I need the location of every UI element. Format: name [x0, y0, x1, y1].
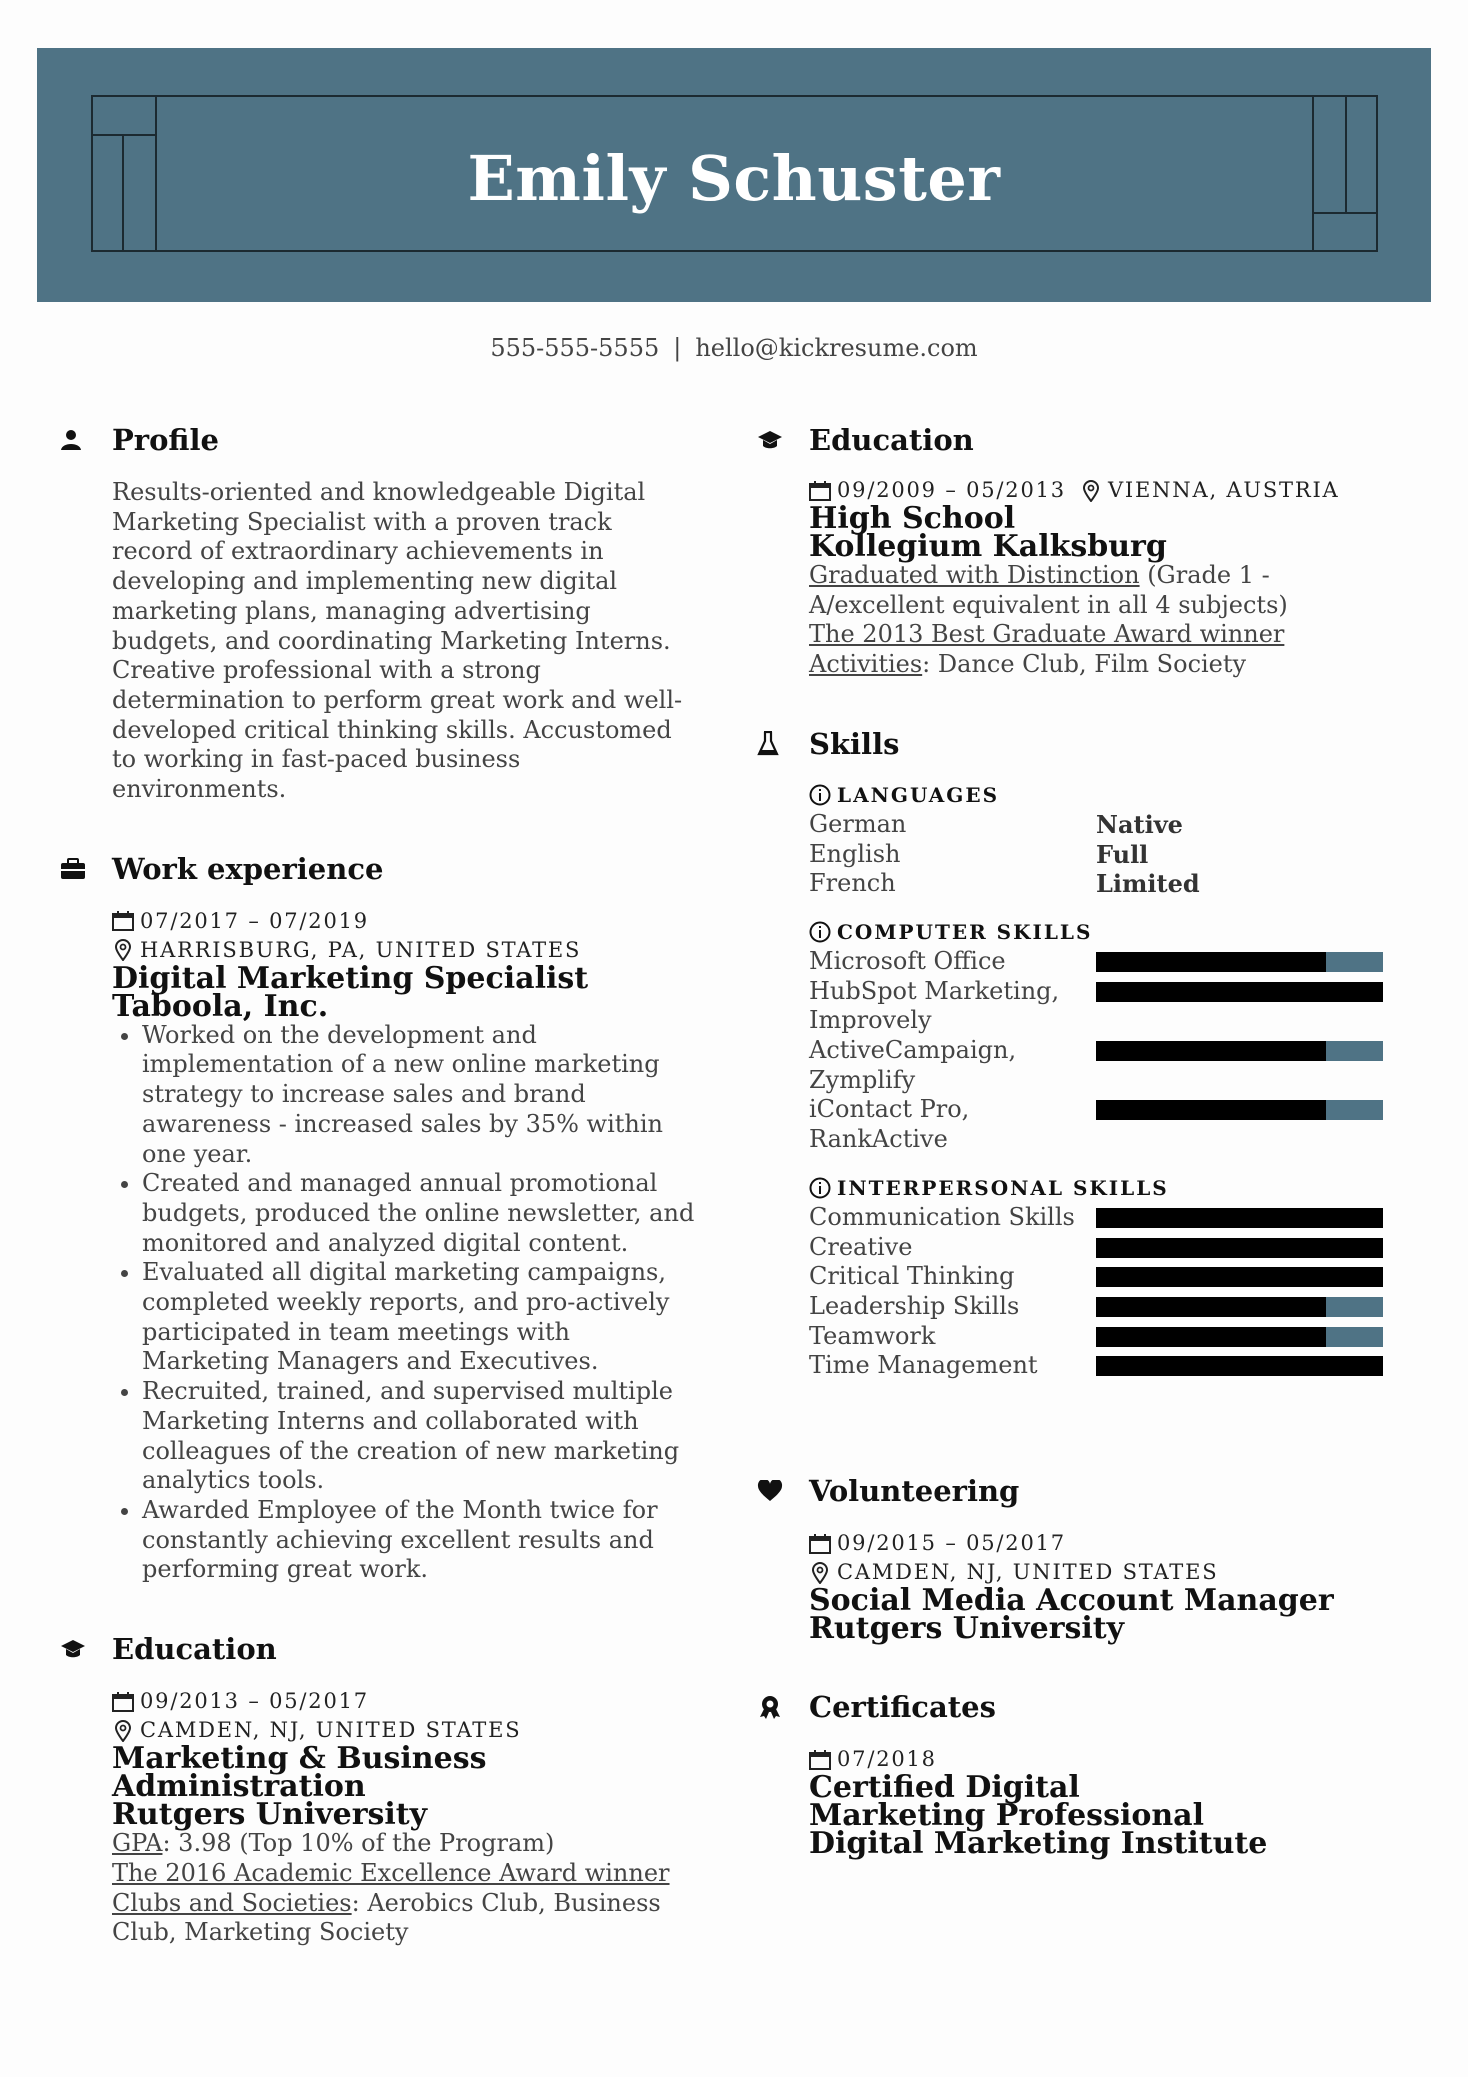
header-banner — [37, 48, 1431, 302]
list-item: • Worked on the development and implementation of a new online marketing strategy to increase sales and brand awareness - increased sales by 35% within one year. — [142, 1021, 702, 1170]
certificate-name: Certified Digital Marketing Professional — [809, 1770, 1205, 1834]
work-company: Taboola, Inc. — [112, 988, 329, 1024]
interpersonal-skill-row: Time Management — [809, 1351, 1397, 1381]
education-left-section — [60, 1629, 700, 1948]
education-award: The 2016 Academic Excellence Award winner — [112, 1858, 670, 1887]
interpersonal-skill-row: Communication Skills — [809, 1203, 1397, 1233]
contact-line — [0, 334, 1468, 362]
interpersonal-skills-subhead: INTERPERSONAL SKILLS — [809, 1173, 1397, 1203]
location-pin-icon — [112, 1720, 134, 1742]
skill-level-bar — [1096, 1041, 1383, 1061]
education-distinction: Graduated with Distinction (Grade 1 - A/excellent equivalent in all 4 subjects) — [809, 561, 1288, 619]
candidate-name: Emily Schuster — [467, 142, 1001, 215]
flask-icon — [757, 731, 809, 757]
education-degree: Marketing & Business Administration — [112, 1741, 487, 1805]
location-pin-icon — [809, 1562, 831, 1584]
computer-skills-subhead: COMPUTER SKILLS — [809, 917, 1397, 947]
certificate-date: 07/2018 — [809, 1745, 1397, 1774]
certificate-issuer: Digital Marketing Institute — [809, 1826, 1268, 1862]
volunteering-title: Volunteering — [809, 1474, 1020, 1509]
calendar-icon — [809, 1534, 831, 1554]
award-ribbon-icon — [757, 1694, 809, 1720]
education-activities: Activities: Dance Club, Film Society — [809, 650, 1247, 679]
certificates-title: Certificates — [809, 1690, 996, 1725]
education-clubs: Clubs and Societies: Aerobics Club, Business Club, Marketing Society — [112, 1888, 661, 1947]
education-right-section — [757, 420, 1397, 680]
education-award: The 2013 Best Graduate Award winner — [809, 620, 1285, 649]
profile-section — [60, 420, 700, 805]
volunteering-section — [757, 1471, 1397, 1647]
list-item: • Awarded Employee of the Month twice for constantly achieving excellent results and performing great work. — [142, 1496, 702, 1585]
right-column — [757, 420, 1397, 1862]
calendar-icon — [112, 911, 134, 931]
work-dates: 07/2017 – 07/2019 — [112, 907, 700, 936]
education-school: Rutgers University — [112, 1797, 428, 1833]
calendar-icon — [809, 1750, 831, 1770]
skills-section — [757, 724, 1397, 1381]
skill-level-bar — [1096, 1267, 1383, 1287]
left-column — [60, 420, 700, 1948]
computer-skill-row: Microsoft Office — [809, 947, 1397, 977]
computer-skill-row: iContact Pro, RankActive — [809, 1095, 1397, 1154]
contact-separator: | — [673, 334, 682, 362]
user-icon — [60, 429, 112, 451]
interpersonal-skill-row: Critical Thinking — [809, 1262, 1397, 1292]
language-row: English Full — [809, 839, 1149, 869]
skill-level-bar — [1096, 1327, 1383, 1347]
skill-level-bar — [1096, 1297, 1383, 1317]
graduation-cap-icon — [757, 430, 809, 450]
list-item: • Created and managed annual promotional budgets, produced the online newsletter, and monitored and analyzed digital content. — [142, 1169, 702, 1258]
language-row: German Native — [809, 809, 1183, 839]
heart-icon — [757, 1480, 809, 1502]
volunteering-dates: 09/2015 – 05/2017 — [809, 1529, 1397, 1558]
volunteering-org: Rutgers University — [809, 1611, 1125, 1647]
calendar-icon — [112, 1692, 134, 1712]
skill-level-bar — [1096, 952, 1383, 972]
calendar-icon — [809, 481, 831, 501]
certificates-section — [757, 1687, 1397, 1862]
volunteering-location: CAMDEN, NJ, UNITED STATES — [809, 1558, 1397, 1587]
language-row: French Limited — [809, 869, 1200, 899]
info-icon — [809, 921, 831, 943]
volunteering-role: Social Media Account Manager — [809, 1583, 1334, 1619]
education-title: Education — [112, 1632, 277, 1667]
education-location: CAMDEN, NJ, UNITED STATES — [112, 1716, 700, 1745]
location-pin-icon — [1080, 480, 1102, 502]
email[interactable]: hello@kickresume.com — [695, 334, 978, 362]
info-icon — [809, 784, 831, 806]
profile-text: Results-oriented and knowledgeable Digital Marketing Specialist with a proven track record of extraordinary achievements in developing and implementing new digital marketing plans, managing advertising budgets, and coordinating Marketing Interns. Creative professional with a strong determination to perform great work and well-developed critical thinking skills. Accustomed to working in fast-paced business environments. — [112, 478, 683, 804]
location-pin-icon — [112, 939, 134, 961]
work-title: Work experience — [112, 851, 384, 886]
education-title: Education — [809, 423, 974, 457]
work-bullets — [112, 1021, 702, 1585]
briefcase-icon — [60, 858, 112, 880]
phone[interactable]: 555-555-5555 — [490, 334, 660, 362]
work-location: HARRISBURG, PA, UNITED STATES — [112, 936, 700, 965]
skill-level-bar — [1096, 1238, 1383, 1258]
skill-level-bar — [1096, 1100, 1383, 1120]
profile-title: Profile — [112, 423, 219, 457]
work-section — [60, 849, 700, 1585]
education-dates-location: 09/2009 – 05/2013 VIENNA, AUSTRIA — [809, 476, 1397, 505]
skill-level-bar — [1096, 1208, 1383, 1228]
education-dates: 09/2013 – 05/2017 — [112, 1687, 700, 1716]
skills-title: Skills — [809, 726, 900, 761]
education-degree: High School — [809, 501, 1016, 536]
computer-skill-row: HubSpot Marketing, Improvely — [809, 977, 1397, 1036]
work-role: Digital Marketing Specialist — [112, 960, 589, 996]
interpersonal-skill-row: Creative — [809, 1233, 1397, 1263]
graduation-cap-icon — [60, 1639, 112, 1659]
skill-level-bar — [1096, 982, 1383, 1002]
computer-skill-row: ActiveCampaign, Zymplify — [809, 1036, 1397, 1095]
education-gpa: GPA: 3.98 (Top 10% of the Program) — [112, 1829, 555, 1858]
list-item: • Recruited, trained, and supervised multiple Marketing Interns and collaborated with colleagues of the creation of new marketing analytics tools. — [142, 1377, 702, 1496]
list-item: • Evaluated all digital marketing campaigns, completed weekly reports, and pro-actively participated in team meetings with Marketing Managers and Executives. — [142, 1258, 702, 1377]
skill-level-bar — [1096, 1356, 1383, 1376]
interpersonal-skill-row: Leadership Skills — [809, 1292, 1397, 1322]
info-icon — [809, 1177, 831, 1199]
languages-subhead: LANGUAGES — [809, 780, 1397, 810]
education-school: Kollegium Kalksburg — [809, 529, 1167, 564]
interpersonal-skill-row: Teamwork — [809, 1322, 1397, 1352]
